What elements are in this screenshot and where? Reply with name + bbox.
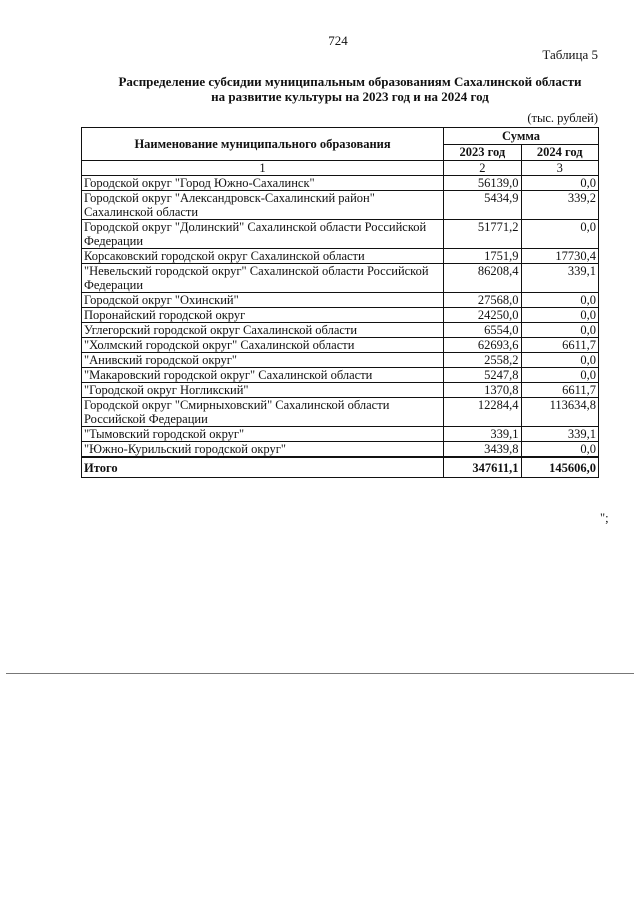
- row-name: Городской округ "Долинский" Сахалинской области Российской Федерации: [82, 220, 444, 249]
- row-value-2023: 5247,8: [444, 368, 521, 383]
- row-name: Поронайский городской округ: [82, 308, 444, 323]
- row-value-2023: 6554,0: [444, 323, 521, 338]
- row-value-2023: 5434,9: [444, 191, 521, 220]
- header-name: Наименование муниципального образования: [82, 128, 444, 161]
- row-name: "Невельский городской округ" Сахалинской области Российской Федерации: [82, 264, 444, 293]
- table-row: [82, 398, 599, 427]
- table-row: [82, 249, 599, 264]
- table-row: [82, 353, 599, 368]
- units-label: (тыс. рублей): [527, 111, 598, 125]
- row-value-2024: 113634,8: [521, 398, 598, 427]
- row-value-2023: 56139,0: [444, 176, 521, 191]
- row-value-2024: 0,0: [521, 176, 598, 191]
- row-value-2023: 62693,6: [444, 338, 521, 353]
- row-value-2023: 27568,0: [444, 293, 521, 308]
- row-value-2023: 1370,8: [444, 383, 521, 398]
- row-name: "Тымовский городской округ": [82, 427, 444, 442]
- total-value-2023: 347611,1: [444, 457, 521, 478]
- header-sum: Сумма: [444, 128, 599, 145]
- title-line-1: Распределение субсидии муниципальным образованиям Сахалинской области: [118, 74, 582, 89]
- row-value-2024: 6611,7: [521, 383, 598, 398]
- row-value-2023: 3439,8: [444, 442, 521, 458]
- row-value-2024: 339,1: [521, 264, 598, 293]
- row-value-2024: 17730,4: [521, 249, 598, 264]
- total-label: Итого: [82, 457, 444, 478]
- row-name: Городской округ "Охинский": [82, 293, 444, 308]
- document-title: [60, 74, 640, 104]
- table-row: [82, 293, 599, 308]
- row-value-2024: 0,0: [521, 353, 598, 368]
- row-value-2024: 0,0: [521, 293, 598, 308]
- row-name: "Южно-Курильский городской округ": [82, 442, 444, 458]
- row-name: "Холмский городской округ" Сахалинской области: [82, 338, 444, 353]
- row-name: Городской округ "Город Южно-Сахалинск": [82, 176, 444, 191]
- row-value-2023: 51771,2: [444, 220, 521, 249]
- row-value-2024: 339,1: [521, 427, 598, 442]
- header-year-2023: 2023 год: [444, 144, 521, 161]
- column-number-2: 2: [444, 161, 521, 176]
- row-value-2023: 86208,4: [444, 264, 521, 293]
- table-row: [82, 176, 599, 191]
- table-label: Таблица 5: [542, 47, 598, 62]
- table-row: [82, 338, 599, 353]
- row-name: Корсаковский городской округ Сахалинской области: [82, 249, 444, 264]
- row-name: "Анивский городской округ": [82, 353, 444, 368]
- table-row: [82, 427, 599, 442]
- row-value-2024: 0,0: [521, 442, 598, 458]
- row-value-2024: 339,2: [521, 191, 598, 220]
- row-value-2023: 24250,0: [444, 308, 521, 323]
- table-row: [82, 383, 599, 398]
- table-row: [82, 323, 599, 338]
- row-name: Городской округ "Смирныховский" Сахалинской области Российской Федерации: [82, 398, 444, 427]
- row-value-2023: 12284,4: [444, 398, 521, 427]
- row-name: "Макаровский городской округ" Сахалинской области: [82, 368, 444, 383]
- row-value-2024: 6611,7: [521, 338, 598, 353]
- title-line-2: на развитие культуры на 2023 год и на 2024 год: [211, 89, 489, 104]
- table-row: [82, 442, 599, 458]
- subsidy-table: [81, 127, 599, 478]
- row-name: "Городской округ Ногликский": [82, 383, 444, 398]
- total-row: [82, 457, 599, 478]
- page-number: 724: [328, 33, 348, 48]
- row-value-2024: 0,0: [521, 323, 598, 338]
- total-value-2024: 145606,0: [521, 457, 598, 478]
- row-value-2023: 1751,9: [444, 249, 521, 264]
- row-name: Углегорский городской округ Сахалинской области: [82, 323, 444, 338]
- row-value-2024: 0,0: [521, 308, 598, 323]
- table-row: [82, 264, 599, 293]
- horizontal-rule: [6, 673, 634, 674]
- table-row: [82, 368, 599, 383]
- row-name: Городской округ "Александровск-Сахалинский район" Сахалинской области: [82, 191, 444, 220]
- header-year-2024: 2024 год: [521, 144, 598, 161]
- table-row: [82, 220, 599, 249]
- closing-quote-mark: ";: [600, 511, 609, 525]
- table-row: [82, 191, 599, 220]
- row-value-2024: 0,0: [521, 368, 598, 383]
- row-value-2023: 339,1: [444, 427, 521, 442]
- row-value-2024: 0,0: [521, 220, 598, 249]
- table-row: [82, 308, 599, 323]
- row-value-2023: 2558,2: [444, 353, 521, 368]
- column-number-3: 3: [521, 161, 598, 176]
- column-number-1: 1: [82, 161, 444, 176]
